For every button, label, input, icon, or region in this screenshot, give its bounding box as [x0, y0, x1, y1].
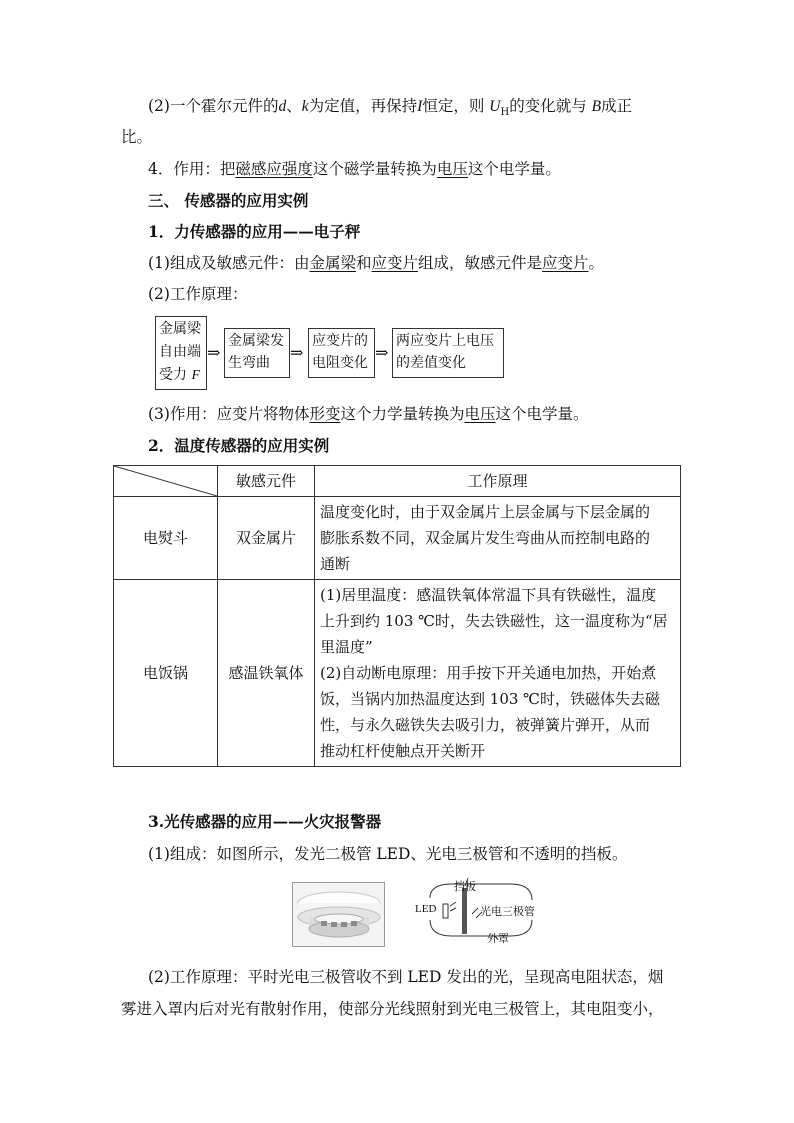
desc-line: (1)居里温度：感温铁氧体常温下具有铁磁性，温度 [320, 586, 657, 604]
baffle-symbol [462, 888, 467, 934]
text: (1)组成及敏感元件：由 [148, 254, 310, 272]
table-cell-element: 双金属片 [218, 497, 315, 580]
text: 这个电学量。 [467, 160, 561, 178]
flow-text: 金属梁发 [228, 333, 284, 349]
var-k: k [301, 98, 309, 115]
text: 。 [588, 254, 605, 272]
fire-alarm-principle-cont: 雾进入罩内后对光有散射作用，使部分光线照射到光电三极管上，其电阻变小， [121, 1000, 664, 1018]
text: 和 [355, 254, 372, 272]
var-u-sub: H [500, 107, 510, 119]
hall-paragraph [148, 96, 632, 123]
smoke-detector-image [292, 882, 385, 947]
text: 组成，敏感元件是 [418, 254, 543, 272]
table-header: 工作原理 [315, 466, 681, 497]
led-label: LED [415, 903, 437, 915]
desc-line: 上升到约 103 ℃时，失去铁磁性，这一温度称为“居 [320, 612, 668, 630]
flow-text: 金属梁 [159, 321, 201, 337]
section-heading: 三、 传感器的应用实例 [148, 191, 309, 210]
text: 为定值，再保持 [308, 97, 418, 115]
flow-box-4 [392, 328, 504, 378]
baffle-label: 挡板 [454, 880, 476, 893]
desc-line: 温度变化时，由于双金属片上层金属与下层金属的 [320, 503, 651, 521]
subsection-3-title: 3.光传感器的应用——火灾报警器 [148, 812, 382, 831]
subsection-1-title: 1．力传感器的应用——电子秤 [148, 222, 361, 241]
composition-line [148, 253, 604, 273]
text: (2)一个霍尔元件的 [148, 97, 279, 115]
cover-outline [430, 920, 532, 936]
flow-box-2 [224, 328, 290, 378]
underlined-term: 应变片 [371, 254, 419, 272]
var-i: I [417, 98, 423, 115]
temperature-sensor-table [113, 465, 681, 767]
flow-box-3 [308, 328, 375, 378]
text: 恒定，则 [422, 97, 485, 115]
table-cell-name: 电饭锅 [114, 580, 218, 767]
table-cell-element: 感温铁氧体 [218, 580, 315, 767]
underlined-term: 电压 [464, 405, 496, 423]
flow-text: 电阻变化 [312, 355, 368, 371]
desc-line: 膨胀系数不同，双金属片发生弯曲从而控制电路的 [320, 529, 651, 547]
text: 这个力学量转换为 [340, 405, 465, 423]
fire-alarm-composition: (1)组成：如图所示，发光二极管 LED、光电三极管和不透明的挡板。 [148, 845, 628, 863]
table-row [114, 580, 681, 767]
fire-alarm-principle: (2)工作原理：平时光电三极管收不到 LED 发出的光，呈现高电阻状态，烟 [148, 968, 664, 986]
function-line-2 [148, 404, 589, 424]
principle-label: (2)工作原理： [148, 285, 248, 303]
table-row [114, 497, 681, 580]
cover-outline [430, 884, 532, 900]
flow-text: 两应变片上电压 [396, 333, 494, 349]
function-line [148, 159, 561, 179]
text: 的变化就与 [509, 97, 587, 115]
underlined-term: 形变 [309, 405, 341, 423]
flow-box-1 [155, 316, 207, 390]
text: 这个电学量。 [495, 405, 589, 423]
flow-arrow: ⇒ [375, 343, 389, 362]
table-cell-desc [315, 497, 681, 580]
desc-line: 性，与永久磁铁失去吸引力，被弹簧片弹开，从而 [320, 716, 651, 734]
desc-line: 饭，当锅内加热温度达到 103 ℃时，铁磁体失去磁 [320, 690, 660, 708]
diagonal-line [114, 466, 217, 496]
led-symbol [443, 904, 448, 918]
flow-arrow: ⇒ [290, 343, 304, 362]
flow-text: 受力 [159, 367, 187, 383]
desc-line: (2)自动断电原理：用手按下开关通电加热，开始煮 [320, 664, 657, 682]
subsection-2-title: 2．温度传感器的应用实例 [148, 436, 330, 455]
text: 这个磁学量转换为 [312, 160, 437, 178]
table-cell-desc [315, 580, 681, 767]
underlined-term: 电压 [436, 160, 468, 178]
var-b: B [591, 98, 602, 115]
text: 成正 [601, 97, 633, 115]
table-header-row [114, 466, 681, 497]
light-ray [450, 902, 456, 906]
light-ray [450, 908, 456, 911]
diagonal-cell [114, 466, 218, 497]
text: (3)作用：应变片将物体 [148, 405, 310, 423]
underlined-term: 应变片 [542, 254, 589, 272]
cover-label: 外罩 [487, 932, 509, 945]
var-u: U [489, 98, 501, 115]
text: 、 [286, 97, 302, 115]
phototransistor-label: 光电三极管 [480, 905, 535, 918]
transistor-symbol [472, 908, 478, 914]
underlined-term: 磁感应强度 [235, 160, 313, 178]
flow-text: 生弯曲 [228, 355, 270, 371]
flow-text: 自由端 [159, 344, 201, 360]
var-d: d [278, 98, 287, 115]
desc-line: 推动杠杆使触点开关断开 [320, 742, 486, 760]
flow-text: 的差值变化 [396, 355, 466, 371]
underlined-term: 金属梁 [309, 254, 356, 272]
var-f: F [191, 368, 201, 383]
smoke-detector-icon [293, 883, 384, 946]
table-header: 敏感元件 [218, 466, 315, 497]
flow-arrow: ⇒ [207, 343, 221, 362]
hall-paragraph-cont: 比。 [121, 128, 153, 146]
desc-line: 通断 [320, 555, 351, 573]
text: 4．作用：把 [148, 160, 236, 178]
flow-text: 应变片的 [312, 333, 368, 349]
table-cell-name: 电熨斗 [114, 497, 218, 580]
desc-line: 里温度” [320, 638, 373, 656]
